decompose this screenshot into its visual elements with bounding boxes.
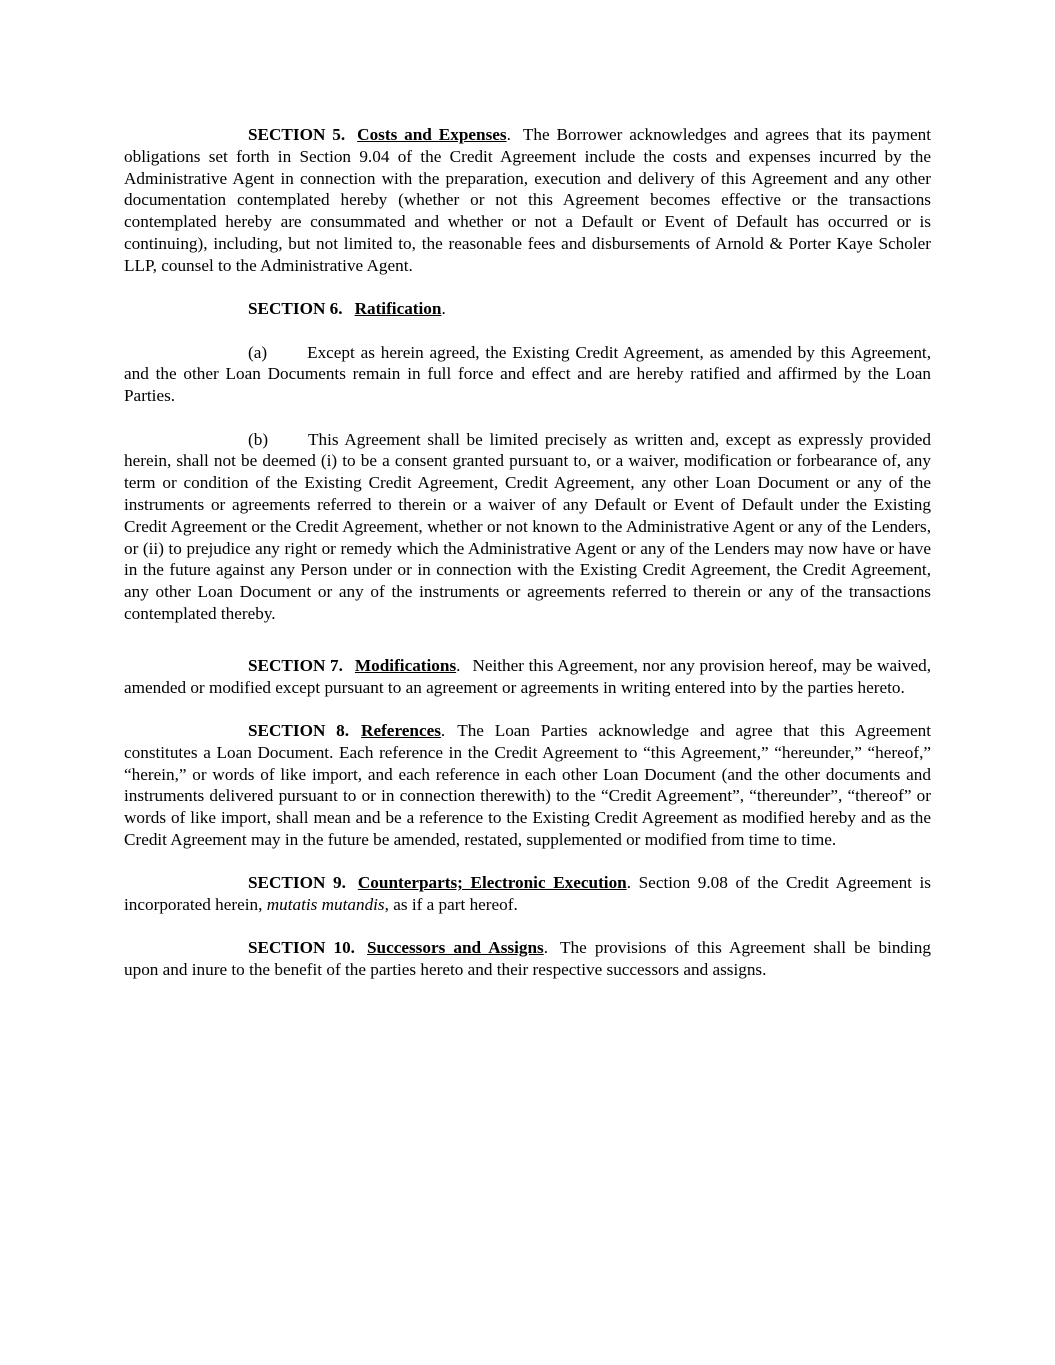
clause-label: (b) [248, 429, 269, 449]
section-title-punct: . [543, 938, 548, 958]
section-title-punct: . [456, 655, 461, 675]
section-body: Section 9.08 of the Credit Agreement is incorporated herein, [124, 873, 932, 915]
clause-body: This Agreement shall be limited precisely as written and, except as expressly provided herein, shall not be deemed (i) to be a consent granted pursuant to, or a waiver, modification or forbearance of, any term or condition of the Existing Credit Agreement, Credit Agreement, any other Loan Document or any of the instruments or agreements referred to therein or a waiver of any Default or Event of Default under the Existing Credit Agreement or the Credit Agreement, whether or not known to the Administrative Agent or any of the Lenders, or (ii) to prejudice any right or remedy which the Administrative Agent or any of the Lenders may now have or have in the future against any Person under or in connection with the Existing Credit Agreement, the Credit Agreement, any other Loan Document or any of the instruments or agreements referred to therein or any of the transactions contemplated thereby. [124, 429, 931, 623]
section-number: SECTION 5. [248, 125, 346, 144]
section-number: SECTION 6. [248, 299, 343, 319]
section-6-heading [124, 298, 931, 320]
section-title-punct: . [441, 299, 446, 319]
section-title: Modifications [354, 655, 457, 675]
section-5 [124, 124, 931, 277]
section-number: SECTION 9. [248, 873, 346, 893]
section-title-punct: . [626, 873, 632, 893]
section-body: The provisions of this Agreement shall be binding upon and inure to the benefit of the parties hereto and their respective successors and assigns. [124, 938, 931, 980]
section-8 [124, 720, 931, 851]
clause-label: (a) [248, 342, 268, 362]
section-body-italic: mutatis mutandis [266, 895, 385, 915]
section-title: Successors and Assigns [366, 938, 544, 958]
section-title: Ratification [354, 299, 442, 319]
document-page [124, 124, 931, 981]
section-title: Counterparts; Electronic Execution [357, 873, 627, 893]
section-10 [124, 937, 931, 981]
section-number: SECTION 7. [248, 655, 343, 675]
clause-body: Except as herein agreed, the Existing Credit Agreement, as amended by this Agreement, and the other Loan Documents remain in full force and effect and are hereby ratified and affirmed by the Loan Parties. [124, 342, 931, 406]
section-6-clause-b [124, 429, 931, 625]
section-number: SECTION 10. [248, 938, 355, 958]
section-title: Costs and Expenses [357, 125, 507, 144]
section-6-clause-a [124, 342, 931, 407]
section-body-tail: , as if a part hereof. [384, 895, 518, 915]
section-body: The Borrower acknowledges and agrees that its payment obligations set forth in Section 9.04 of the Credit Agreement include the costs and expenses incurred by the Administrative Agent in connection with the preparation, execution and delivery of this Agreement and any other documentation contemplated hereby (whether or not this Agreement becomes effective or the transactions contemplated hereby are consummated and whether or not a Default or Event of Default has occurred or is continuing), including, but not limited to, the reasonable fees and disbursements of Arnold & Porter Kaye Scholer LLP, counsel to the Administrative Agent. [124, 125, 931, 275]
section-number: SECTION 8. [248, 720, 350, 740]
section-title: References [361, 720, 441, 740]
section-body: Neither this Agreement, nor any provision hereof, may be waived, amended or modified except pursuant to an agreement or agreements in writing entered into by the parties hereto. [124, 655, 931, 697]
section-body: The Loan Parties acknowledge and agree that this Agreement constitutes a Loan Document. Each reference in the Credit Agreement to “this Agreement,” “hereunder,” “hereof,” “herein,” or words of like import, and each reference in each other Loan Document (and the other documents and instruments delivered pursuant to or in connection therewith) to the “Credit Agreement”, “thereunder”, “thereof” or words of like import, shall mean and be a reference to the Existing Credit Agreement as modified hereby and as the Credit Agreement may in the future be amended, restated, supplemented or modified from time to time. [124, 720, 931, 849]
section-title-punct: . [506, 125, 511, 144]
section-9 [124, 872, 931, 916]
section-title-punct: . [440, 720, 446, 740]
section-7 [124, 655, 931, 699]
